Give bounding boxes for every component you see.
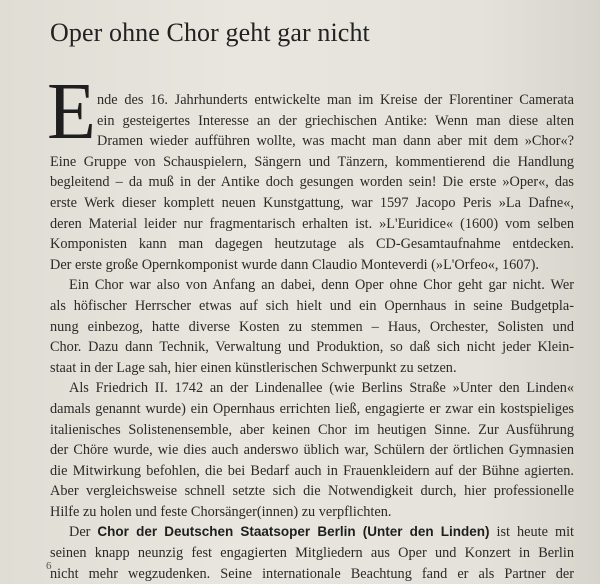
text-line: Ein Chor war also von Anfang an dabei, denn Oper ohne Chor geht gar nicht. Wer [69, 277, 574, 294]
text-line: deren Material leider nur fragmentarisch erhalten ist. »L'Euridice« (1600) vom selben [50, 215, 574, 232]
text-span: Der [69, 524, 98, 541]
text-line: nung einbezog, hatte diverse Kosten zu stemmen – Haus, Orchester, Solisten und [50, 318, 574, 335]
text-span: ist heute mit [489, 524, 575, 541]
text-line: ein gesteigertes Interesse an der griechischen Antike: Wenn man diese alten [97, 112, 574, 129]
text-line [50, 522, 574, 543]
text-line: Chor. Dazu dann Technik, Verwaltung und Produktion, so daß sich nicht jeder Klein- [50, 339, 574, 356]
text-line: damals genannt wurde) ein Opernhaus errichten ließ, engagierte er zwar ein kostspieliges [50, 400, 574, 417]
page-number: 6 [46, 560, 52, 572]
body-text [50, 90, 574, 584]
text-line: als höfischer Herrscher etwas auf sich hielt und ein Opernhaus in seine Budgetpla- [50, 297, 574, 314]
text-line: nicht mehr wegzudenken. Seine internationale Beachtung fand er als Partner der [50, 565, 574, 582]
text-line: Komponisten kann man dagegen heutzutage als CD-Gesamtaufnahme entdecken. [50, 236, 574, 253]
text-line: Aber vergleichsweise schnell setzte sich die Notwendigkeit durch, hier professionelle [50, 483, 574, 500]
text-line: italienisches Solistenensemble, aber keinen Chor im heutigen Sinne. Zur Ausführung [50, 421, 574, 438]
text-line: die Mitwirkung befohlen, die bei Bedarf auch in Frauenkleidern auf der Bühne agierten. [50, 462, 574, 479]
text-line: Der erste große Opernkomponist wurde dann Claudio Monteverdi (»L'Orfeo«, 1607). [50, 256, 539, 273]
bold-name: Chor der Deutschen Staatsoper Berlin (Unter den Linden) [97, 524, 490, 540]
paragraph [50, 275, 574, 378]
drop-cap: E [47, 68, 96, 156]
page-title: Oper ohne Chor geht gar nicht [50, 18, 370, 47]
paragraph [50, 90, 574, 275]
text-line: der Chöre wurde, wie dies auch anderswo üblich war, Schülern der örtlichen Gymnasien [50, 442, 574, 459]
text-line: begleitend – da muß in der Antike doch gesungen worden sein! Die erste »Oper«, das [50, 174, 574, 191]
text-line: nde des 16. Jahrhunderts entwickelte man im Kreise der Florentiner Camerata [97, 92, 574, 108]
text-line: erste Werk dieser komplett neuen Kunstgattung, war 1597 Jacopo Peris »La Dafne«, [50, 194, 574, 211]
text-line: seinen knapp neunzig fest engagierten Mitgliedern aus Oper und Konzert in Berlin [50, 545, 574, 562]
text-line: Dramen wieder aufführen wollte, was macht man dann aber mit dem »Chor«? [97, 133, 574, 150]
text-line: Hilfe zu holen und feste Chorsänger(innen) zu verpflichten. [50, 503, 392, 520]
text-line: Als Friedrich II. 1742 an der Lindenallee (wie Berlins Straße »Unter den Linden« [69, 380, 574, 397]
text-line: staat in der Lage sah, hier einen künstlerischen Schwerpunkt zu setzen. [50, 359, 457, 376]
paragraph [50, 378, 574, 522]
text-line: Eine Gruppe von Schauspielern, Sängern und Tänzern, kommentierend die Handlung [50, 153, 574, 170]
